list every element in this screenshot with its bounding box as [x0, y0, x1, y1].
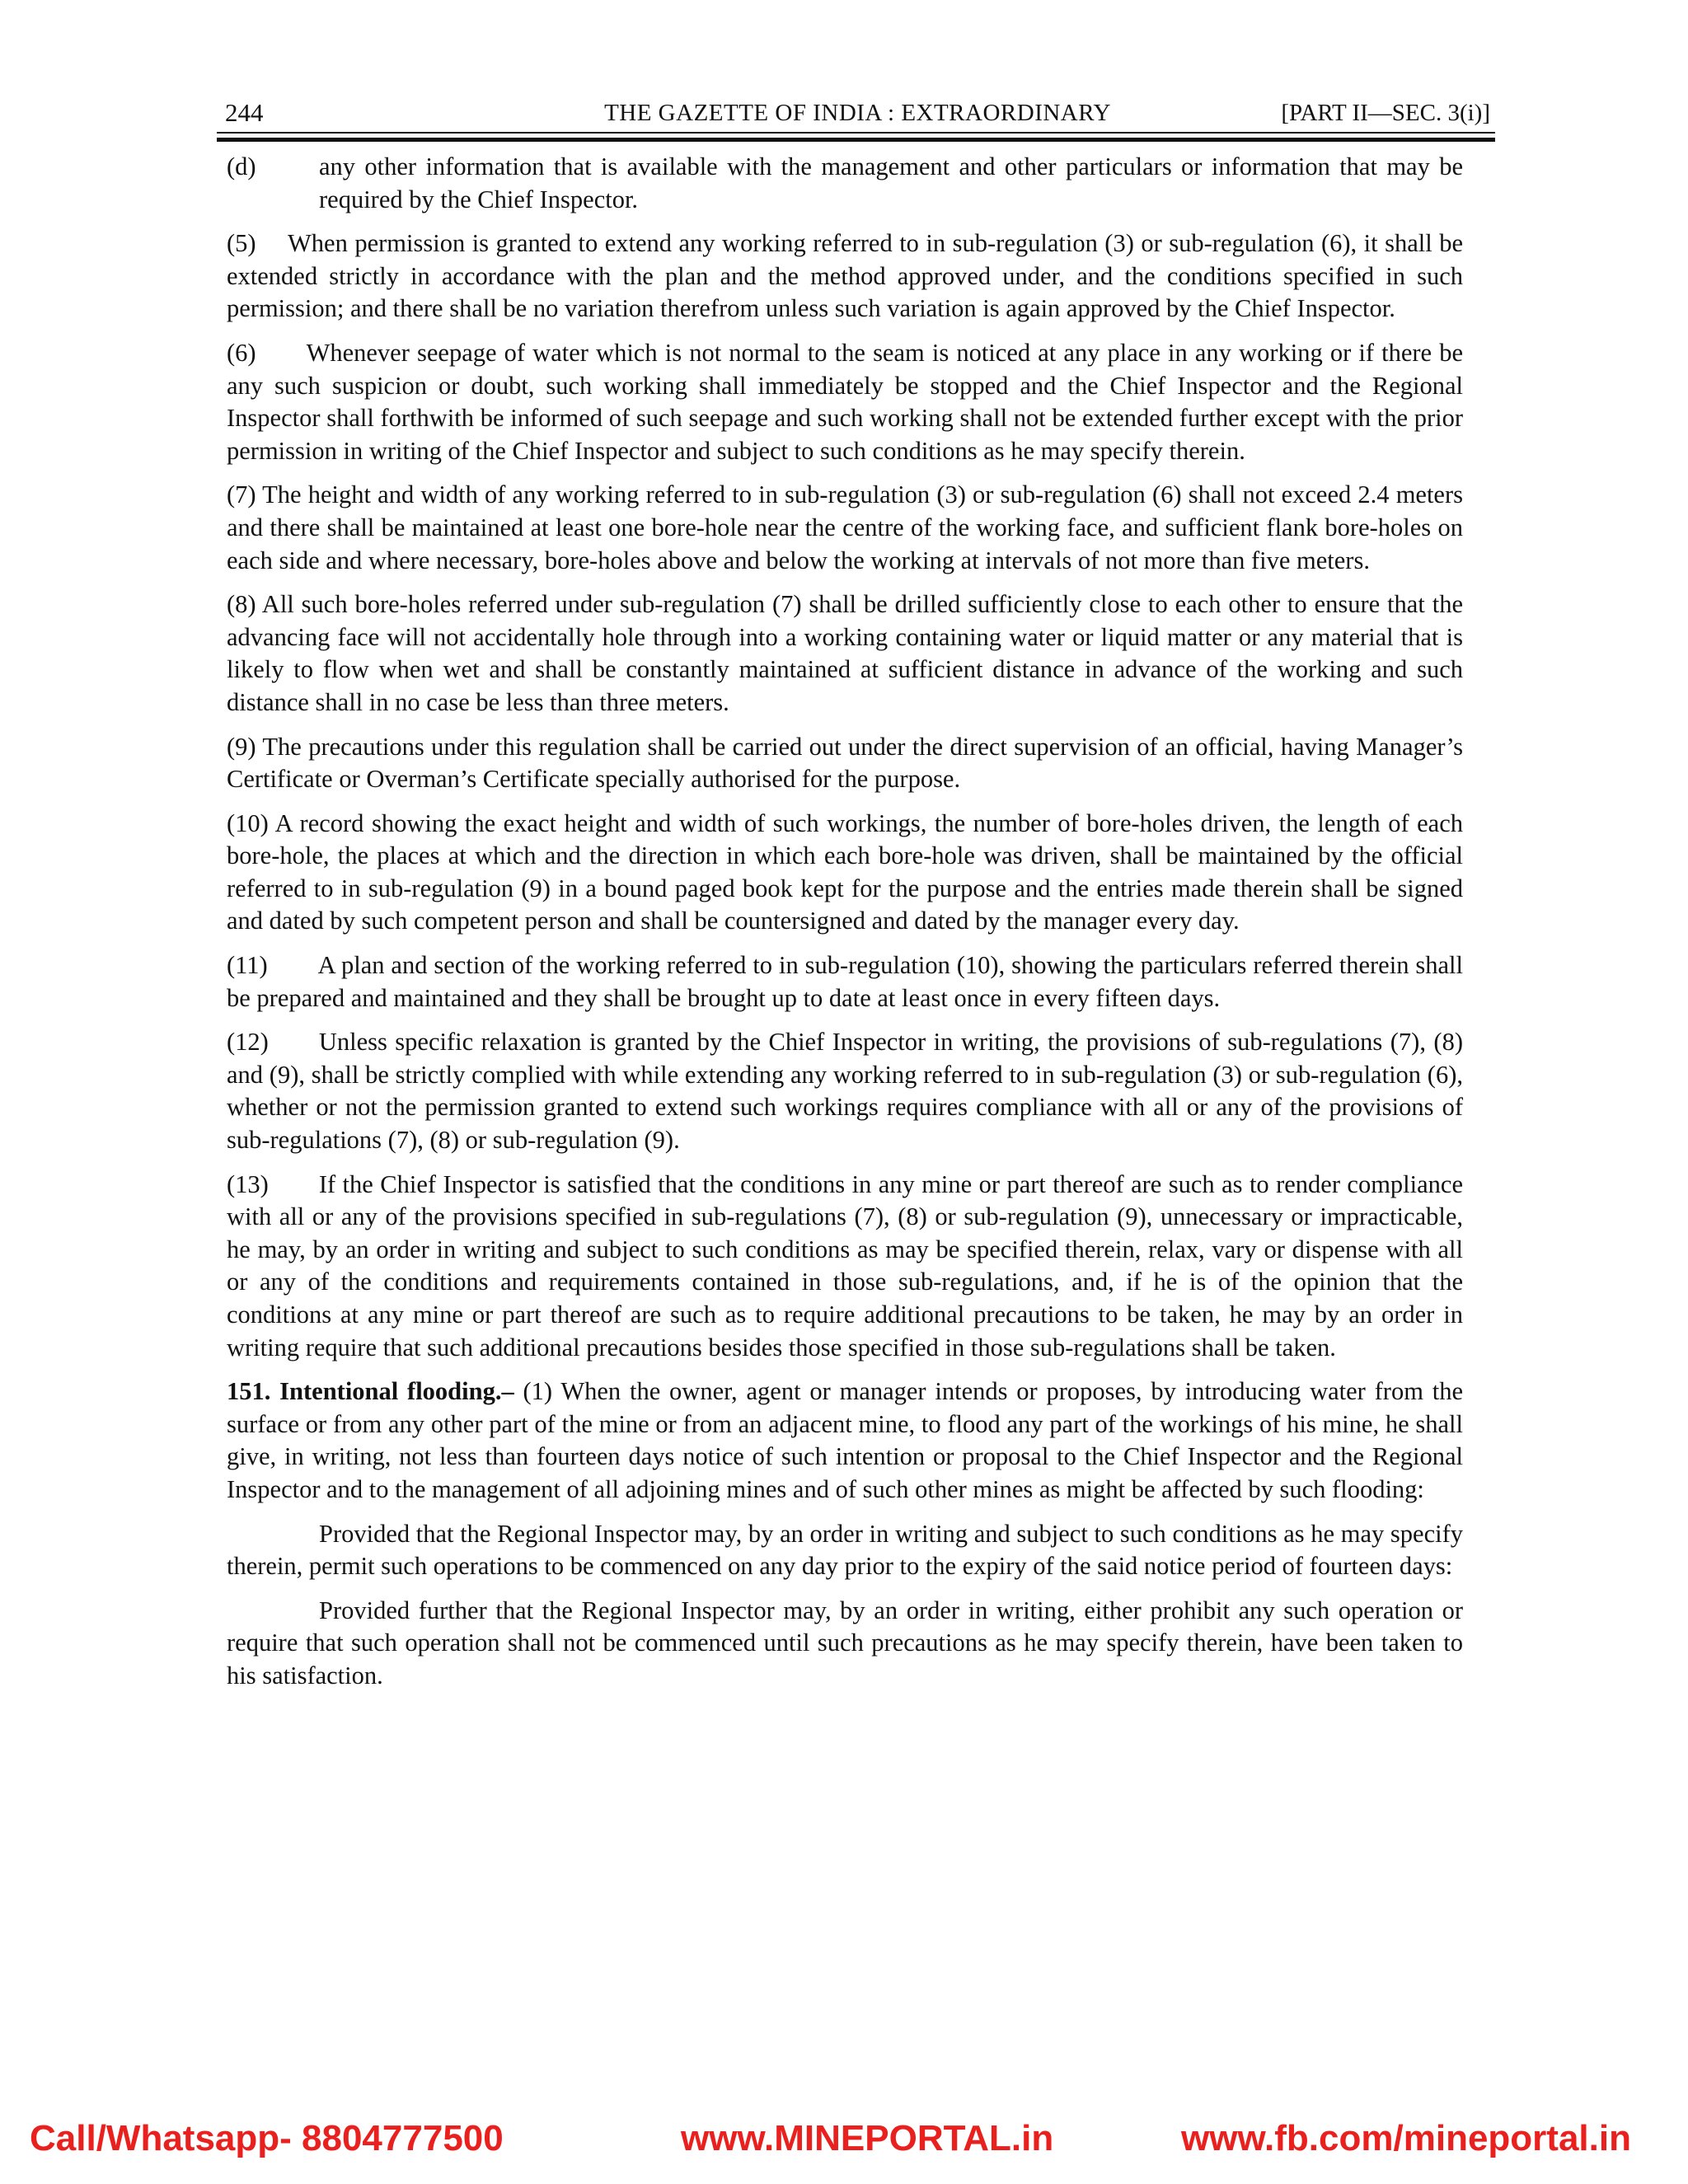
clause-d-label: (d) — [227, 152, 256, 180]
sub-regulation-8: (8) All such bore-holes referred under sub-regulation (7) shall be drilled sufficiently close to each other to ensure that the advancing face will not accidentally hole through into a working containing water or liquid matter or any material that is likely to flow when wet and shall be constantly maintained at sufficient distance in advance of the working and such distance shall in no case be less than three meters. — [227, 590, 1463, 716]
sub-regulation-7: (7) The height and width of any working referred to in sub-regulation (3) or sub-regulation (6) shall not exceed 2.4 meters and there shall be maintained at least one bore-hole near the centre of the working face, and sufficient flank bore-holes on each side and where necessary, bore-holes above and below the working at intervals of not more than five meters. — [227, 480, 1463, 574]
proviso-1: Provided that the Regional Inspector may, by an order in writing and subject to such conditions as he may specify therein, permit such operations to be commenced on any day prior to the expiry of the said notice period of fourteen days: — [227, 1519, 1463, 1581]
proviso-2: Provided further that the Regional Inspector may, by an order in writing, either prohibit any such operation or require that such operation shall not be commenced until such precautions as he may specify therein, have been taken to his satisfaction. — [227, 1596, 1463, 1690]
page-header — [225, 92, 1490, 134]
sub-regulation-5: (5) When permission is granted to extend any working referred to in sub-regulation (3) or sub-regulation (6), it shall be extended strictly in accordance with the plan and the method approved under, and the conditions specified in such permission; and there shall be no variation therefrom unless such variation is again approved by the Chief Inspector. — [227, 229, 1463, 323]
document-body — [227, 151, 1463, 1704]
sub-regulation-12: (12) Unless specific relaxation is granted by the Chief Inspector in writing, the provisions of sub-regulations (7), (8) and (9), shall be strictly complied with while extending any working referred to in sub-regulation (3) or sub-regulation (6), whether or not the permission granted to extend such workings requires compliance with all or any of the provisions of sub-regulations (7), (8) or sub-regulation (9). — [227, 1028, 1463, 1155]
header-rule-thin — [217, 132, 1495, 134]
regulation-151-text: (1) When the owner, agent or manager intends or proposes, by introducing water from the surface or from any other part of the mine or from an adjacent mine, to flood any part of the workings of his mine, he shall give, in writing, not less than fourteen days notice of such intention or proposal to the Chief Inspector and the Regional Inspector and to the management of all adjoining mines and of such other mines as might be affected by such flooding: — [227, 1377, 1464, 1503]
regulation-151 — [227, 1376, 1463, 1506]
sub-regulation-6: (6) Whenever seepage of water which is not normal to the seam is noticed at any place in any working or if there be any such suspicion or doubt, such working shall immediately be stopped and the Chief Inspector and the Regional Inspector shall forthwith be informed of such seepage and such working shall not be extended further except with the prior permission in writing of the Chief Inspector and subject to such conditions as he may specify therein. — [227, 338, 1463, 465]
footer-website-link[interactable]: www.MINEPORTAL.in — [681, 2118, 1054, 2158]
sub-regulation-9: (9) The precautions under this regulation shall be carried out under the direct supervision of an official, having Manager’s Certificate or Overman’s Certificate specially authorised for the purpose. — [227, 732, 1463, 794]
page-number: 244 — [225, 98, 264, 127]
footer-call-whatsapp: Call/Whatsapp- 8804777500 — [30, 2118, 504, 2158]
watermark-footer — [0, 2118, 1688, 2168]
sub-regulation-10: (10) A record showing the exact height and width of such workings, the number of bore-holes driven, the length of each bore-hole, the places at which and the direction in which each bore-hole was driven, shall be maintained by the official referred to in sub-regulation (9) in a bound paged book kept for the purpose and the entries made therein shall be signed and dated by such competent person and shall be countersigned and dated by the manager every day. — [227, 808, 1463, 935]
part-section: [PART II—SEC. 3(i)] — [1281, 100, 1490, 126]
sub-regulation-11: (11) A plan and section of the working referred to in sub-regulation (10), showing the particulars referred therein shall be prepared and maintained and they shall be brought up to date at least once in every fifteen days. — [227, 951, 1463, 1012]
regulation-151-heading: 151. Intentional flooding.– — [227, 1377, 514, 1406]
clause-d — [227, 151, 1463, 216]
header-rule-thick — [217, 138, 1495, 142]
gazette-title: THE GAZETTE OF INDIA : EXTRAORDINARY — [604, 100, 1111, 126]
footer-facebook-link[interactable]: www.fb.com/mineportal.in — [1181, 2118, 1631, 2158]
sub-regulation-13: (13) If the Chief Inspector is satisfied that the conditions in any mine or part thereof are such as to render compliance with all or any of the provisions specified in sub-regulations (7), (8) or sub-regulation (9), unnecessary or impracticable, he may, by an order in writing and subject to such conditions as may be specified therein, relax, vary or dispense with all or any of the conditions and requirements contained in those sub-regulations, and, if he is of the opinion that the conditions at any mine or part thereof are such as to require additional precautions to be taken, he may by an order in writing require that such additional precautions besides those specified in those sub-regulations shall be taken. — [227, 1169, 1463, 1361]
clause-d-text: any other information that is available with the management and other particulars or information that may be required by the Chief Inspector. — [319, 152, 1463, 213]
